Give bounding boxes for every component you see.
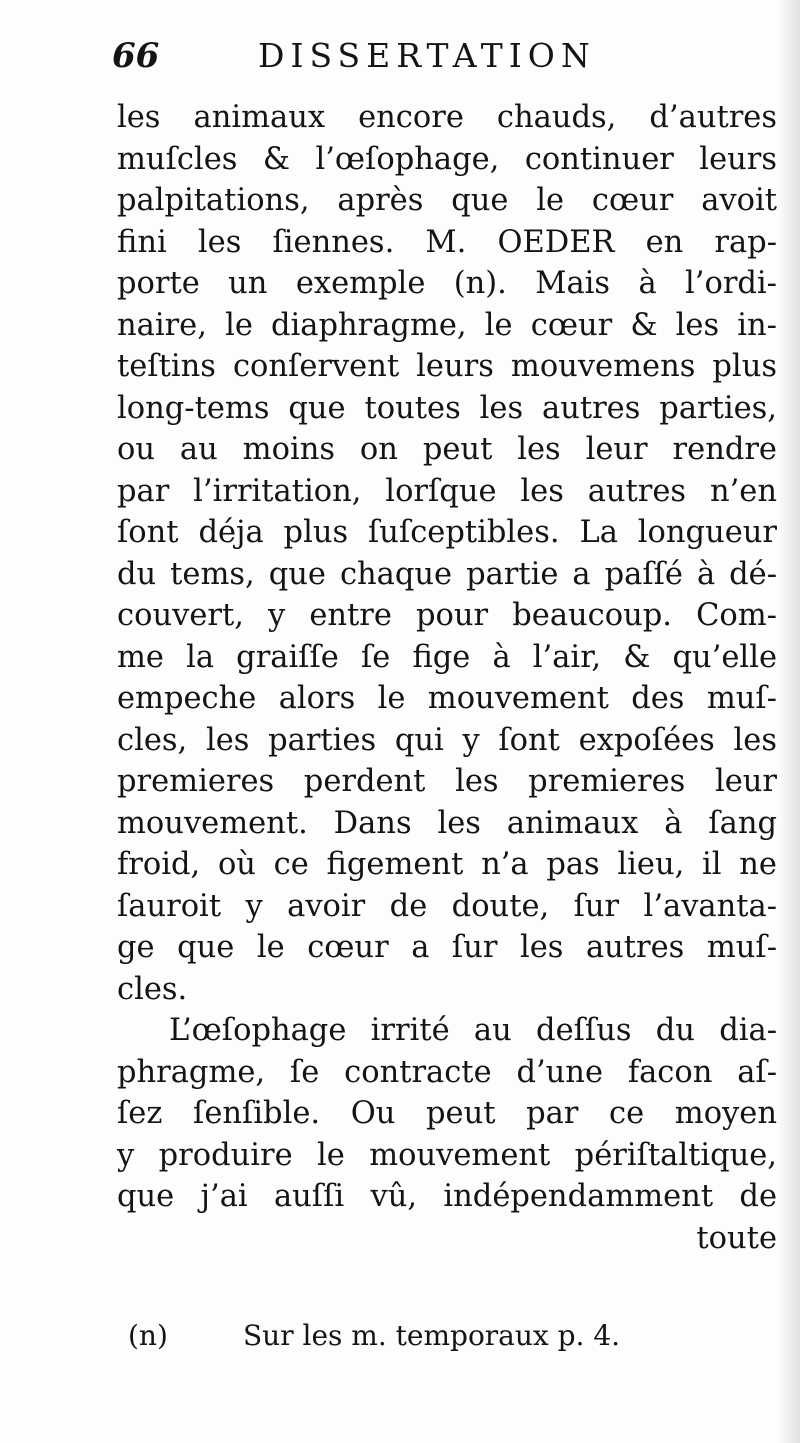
running-title: DISSERTATION xyxy=(258,36,596,75)
text-line: cles. xyxy=(117,971,188,1007)
text-line: fini les ſiennes. M. OEDER en rap- xyxy=(117,224,777,260)
text-line: mouvement. Dans les animaux à ſang xyxy=(117,805,777,841)
text-line: que j’ai auſſi vû, indépendamment de xyxy=(117,1179,777,1214)
footnote-marker: (n) xyxy=(128,1319,168,1352)
text-line: phragme, ſe contracte d’une facon aſ- xyxy=(117,1054,777,1090)
text-line: teſtins conſervent leurs mouvemens plus xyxy=(117,349,777,384)
text-line: du tems, que chaque partie a paſſé à dé- xyxy=(117,556,777,592)
catchword: toute xyxy=(696,1220,777,1256)
text-line: ſauroit y avoir de doute, ſur l’avanta- xyxy=(117,888,777,924)
text-line: long-tems que toutes les autres parties, xyxy=(117,390,777,426)
text-line: par l’irritation, lorſque les autres n’en xyxy=(117,473,777,509)
text-line: palpitations, après que le cœur avoit xyxy=(117,183,777,218)
body-text xyxy=(117,97,777,1259)
text-line: premieres perdent les premieres leur xyxy=(117,764,777,799)
page-number: 66 xyxy=(112,36,160,76)
text-line: couvert, y entre pour beaucoup. Com- xyxy=(117,598,777,633)
paragraph-2 xyxy=(117,1010,777,1218)
footnote xyxy=(128,1315,688,1357)
text-line: ſont déja plus ſuſceptibles. La longueur xyxy=(117,515,777,550)
text-line: ou au moins on peut les leur rendre xyxy=(117,432,777,467)
paragraph-1 xyxy=(117,97,777,1010)
text-line: cles, les parties qui y ſont expoſées les xyxy=(117,722,777,758)
text-line: muſcles & l’œſophage, continuer leurs xyxy=(117,141,777,177)
page-edge-shadow xyxy=(778,0,800,1443)
text-line: ſez ſenſible. Ou peut par ce moyen xyxy=(117,1096,777,1131)
text-line: empeche alors le mouvement des muſ- xyxy=(117,681,777,716)
footnote-text: Sur les m. temporaux p. 4. xyxy=(243,1319,621,1352)
text-line: me la graiſſe ſe fige à l’air, & qu’elle xyxy=(117,639,777,675)
text-line: y produire le mouvement périſtaltique, xyxy=(117,1137,777,1173)
running-head xyxy=(112,32,642,80)
text-line: les animaux encore chauds, d’autres xyxy=(117,100,777,135)
text-line: L’œſophage irrité au deſſus du dia- xyxy=(169,1013,777,1048)
text-line: froid, où ce figement n’a pas lieu, il ne xyxy=(117,847,777,882)
text-line: ge que le cœur a ſur les autres muſ- xyxy=(117,930,777,965)
text-line: naire, le diaphragme, le cœur & les in- xyxy=(117,307,777,343)
text-line: porte un exemple (n). Mais à l’ordi- xyxy=(117,266,777,301)
